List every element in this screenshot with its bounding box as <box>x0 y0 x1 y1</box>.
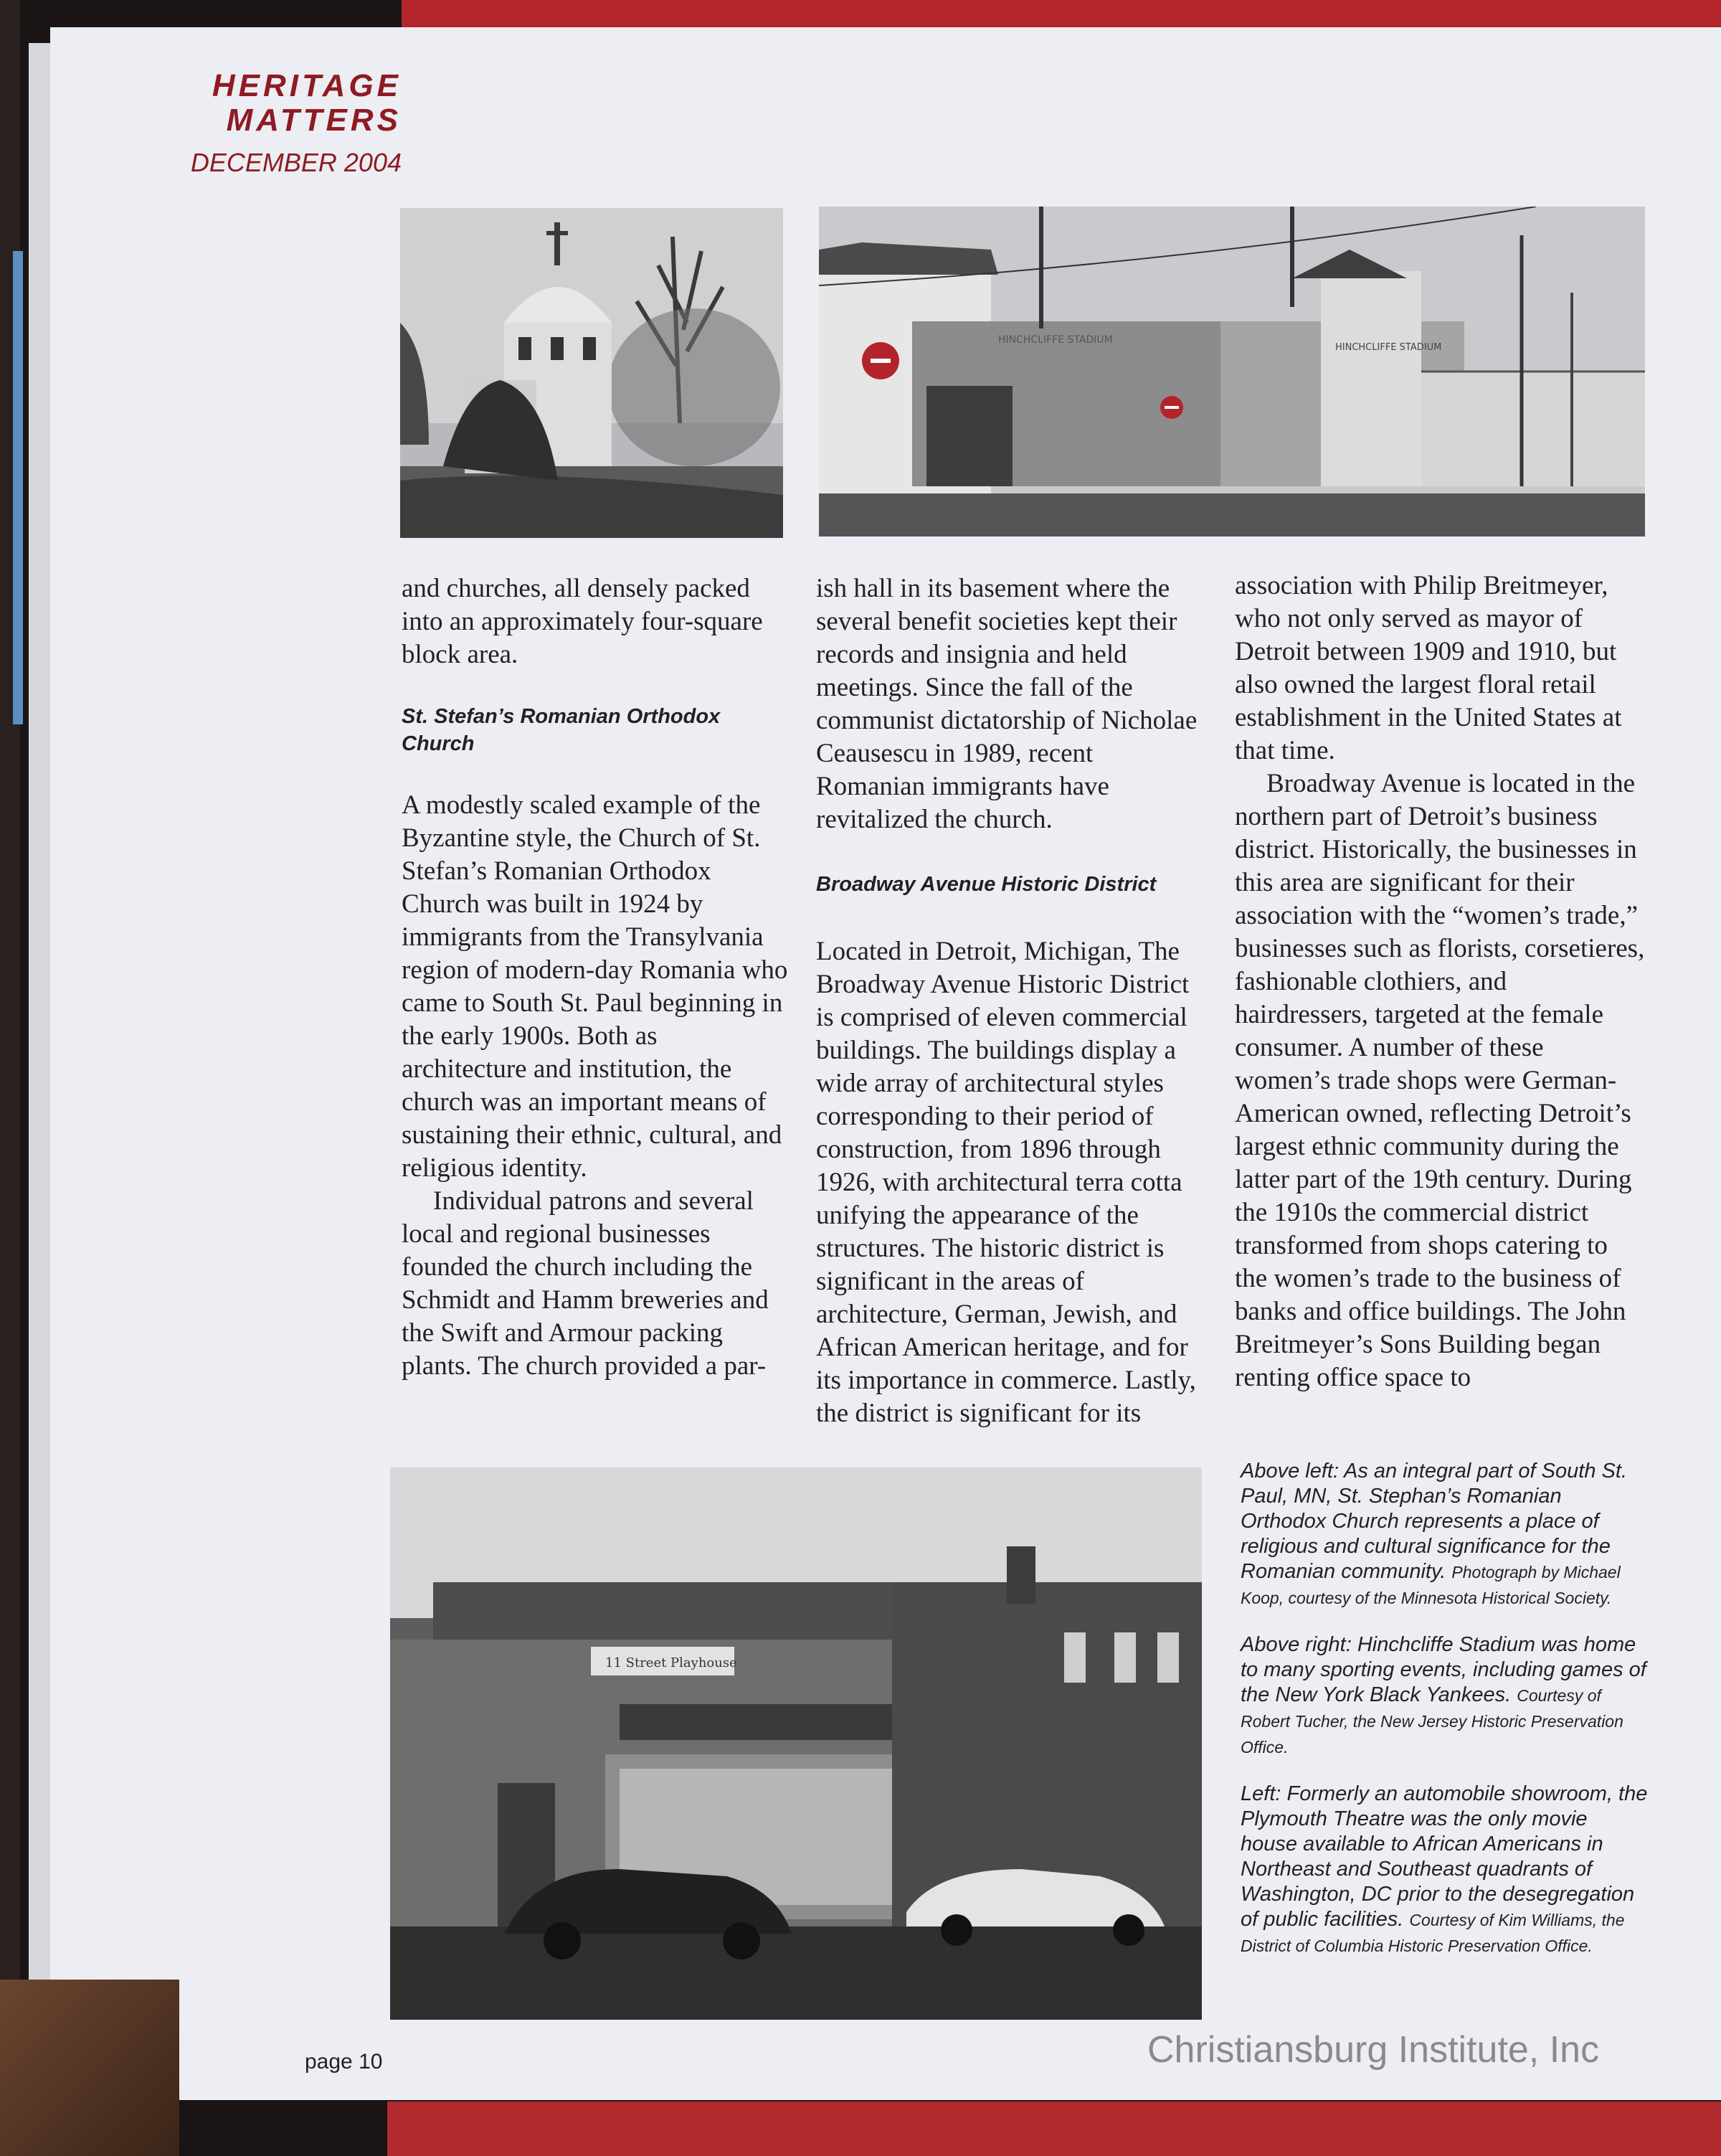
text-column-3 <box>1235 569 1645 1394</box>
photo-captions <box>1241 1459 1649 1980</box>
col1-paragraph-3: Individual patrons and several local and regional businesses founded the church including the Schmidt and Hamm breweries and the Swift and Armour packing plants. The church provided a par- <box>402 1186 769 1381</box>
caption-above-left-text: Above left: As an integral part of South St. Paul, MN, St. Stephan’s Romanian Orthodox Church represents a place of religious and cultural significance for the Romanian community. <box>1241 1460 1627 1583</box>
caption-above-left <box>1241 1459 1649 1611</box>
col2-paragraph-2: Located in Detroit, Michigan, The Broadway Avenue Historic District is comprised of eleven commercial buildings. The buildings display a wide array of architectural styles corresponding to their period of construction, from 1896 through 1926, with architectural terra cotta unifying the appearance of the structures. The historic district is significant in the areas of architecture, German, Jewish, and African American heritage, and for its importance in commerce. Lastly, the district is significant for its <box>816 937 1196 1428</box>
caption-above-right <box>1241 1632 1649 1760</box>
issue-date: DECEMBER 2004 <box>190 148 402 177</box>
caption-above-right-credit: Courtesy of Robert Tucher, the New Jersey Historic Preservation Office. <box>1241 1686 1623 1757</box>
caption-above-right-text: Above right: Hinchcliffe Stadium was home to many sporting events, including games of the New York Black Yankees. <box>1241 1633 1646 1706</box>
background-wood-object <box>0 1980 179 2156</box>
caption-above-left-credit: Photograph by Michael Koop, courtesy of the Minnesota Historical Society. <box>1241 1563 1621 1607</box>
background-red-top-edge <box>402 0 1721 29</box>
photo-stadium <box>819 207 1645 536</box>
text-column-1 <box>402 572 789 1383</box>
masthead-title <box>212 69 402 138</box>
text-column-2 <box>816 572 1206 1430</box>
col2-paragraph-1: ish hall in its basement where the several benefit societies kept their records and insignia and held meetings. Since the fall of the communist dictatorship of Nicholae Ceausescu in 1989, recent Romanian immigrants have revitalized the church. <box>816 574 1198 834</box>
col1-paragraph-2: A modestly scaled example of the Byzantine style, the Church of St. Stefan’s Romanian Orthodox Church was built in 1924 by immigrants from the Transylvania region of modern-day Romania who came to South St. Paul beginning in the early 1900s. Both as architecture and institution, the church was an important means of sustaining their ethnic, cultural, and religious identity. <box>402 790 788 1183</box>
watermark: Christiansburg Institute, Inc <box>1147 2029 1600 2071</box>
photo-church <box>400 208 783 538</box>
caption-left-credit: Courtesy of Kim Williams, the District of Columbia Historic Preservation Office. <box>1241 1911 1625 1955</box>
caption-left <box>1241 1782 1649 1959</box>
masthead-title-line1: HERITAGE <box>212 68 402 103</box>
background-red-bottom-edge <box>387 2101 1721 2156</box>
col1-paragraph-1: and churches, all densely packed into an approximately four-square block area. <box>402 574 763 669</box>
stadium-sign-left: HINCHCLIFFE STADIUM <box>998 334 1113 346</box>
stadium-sign-right: HINCHCLIFFE STADIUM <box>1335 342 1442 353</box>
photo-theatre <box>390 1467 1202 2020</box>
playhouse-sign: 11 Street Playhouse <box>605 1655 737 1670</box>
col3-paragraph-2: Broadway Avenue is located in the northern part of Detroit’s business district. Historically, the businesses in this area are significant for their association with the “women’s trade,” businesses such as florists, corsetieres, fashionable clothiers, and hairdressers, targeted at the female consumer. A number of these women’s trade shops were German-American owned, reflecting Detroit’s largest ethnic community during the latter part of the 19th century. During the 1910s the commercial district transformed from shops catering to the women’s trade to the business of banks and office buildings. The John Breitmeyer’s Sons Building began renting office space to <box>1235 769 1645 1392</box>
page-number: page 10 <box>305 2050 383 2074</box>
masthead-title-line2: MATTERS <box>226 103 402 138</box>
col1-subheading: St. Stefan’s Romanian Orthodox Church <box>402 705 721 755</box>
col3-paragraph-1: association with Philip Breitmeyer, who not only served as mayor of Detroit between 1909 and 1910, but also owned the largest floral retail establishment in the United States at that time. <box>1235 571 1622 765</box>
col2-subheading: Broadway Avenue Historic District <box>816 873 1157 896</box>
background-blue-page-edge <box>13 251 23 724</box>
caption-left-text: Left: Formerly an automobile showroom, the Plymouth Theatre was the only movie house available to African Americans in Northeast and Southeast quadrants of Washington, DC prior to the desegregation of public facilities. <box>1241 1782 1648 1931</box>
